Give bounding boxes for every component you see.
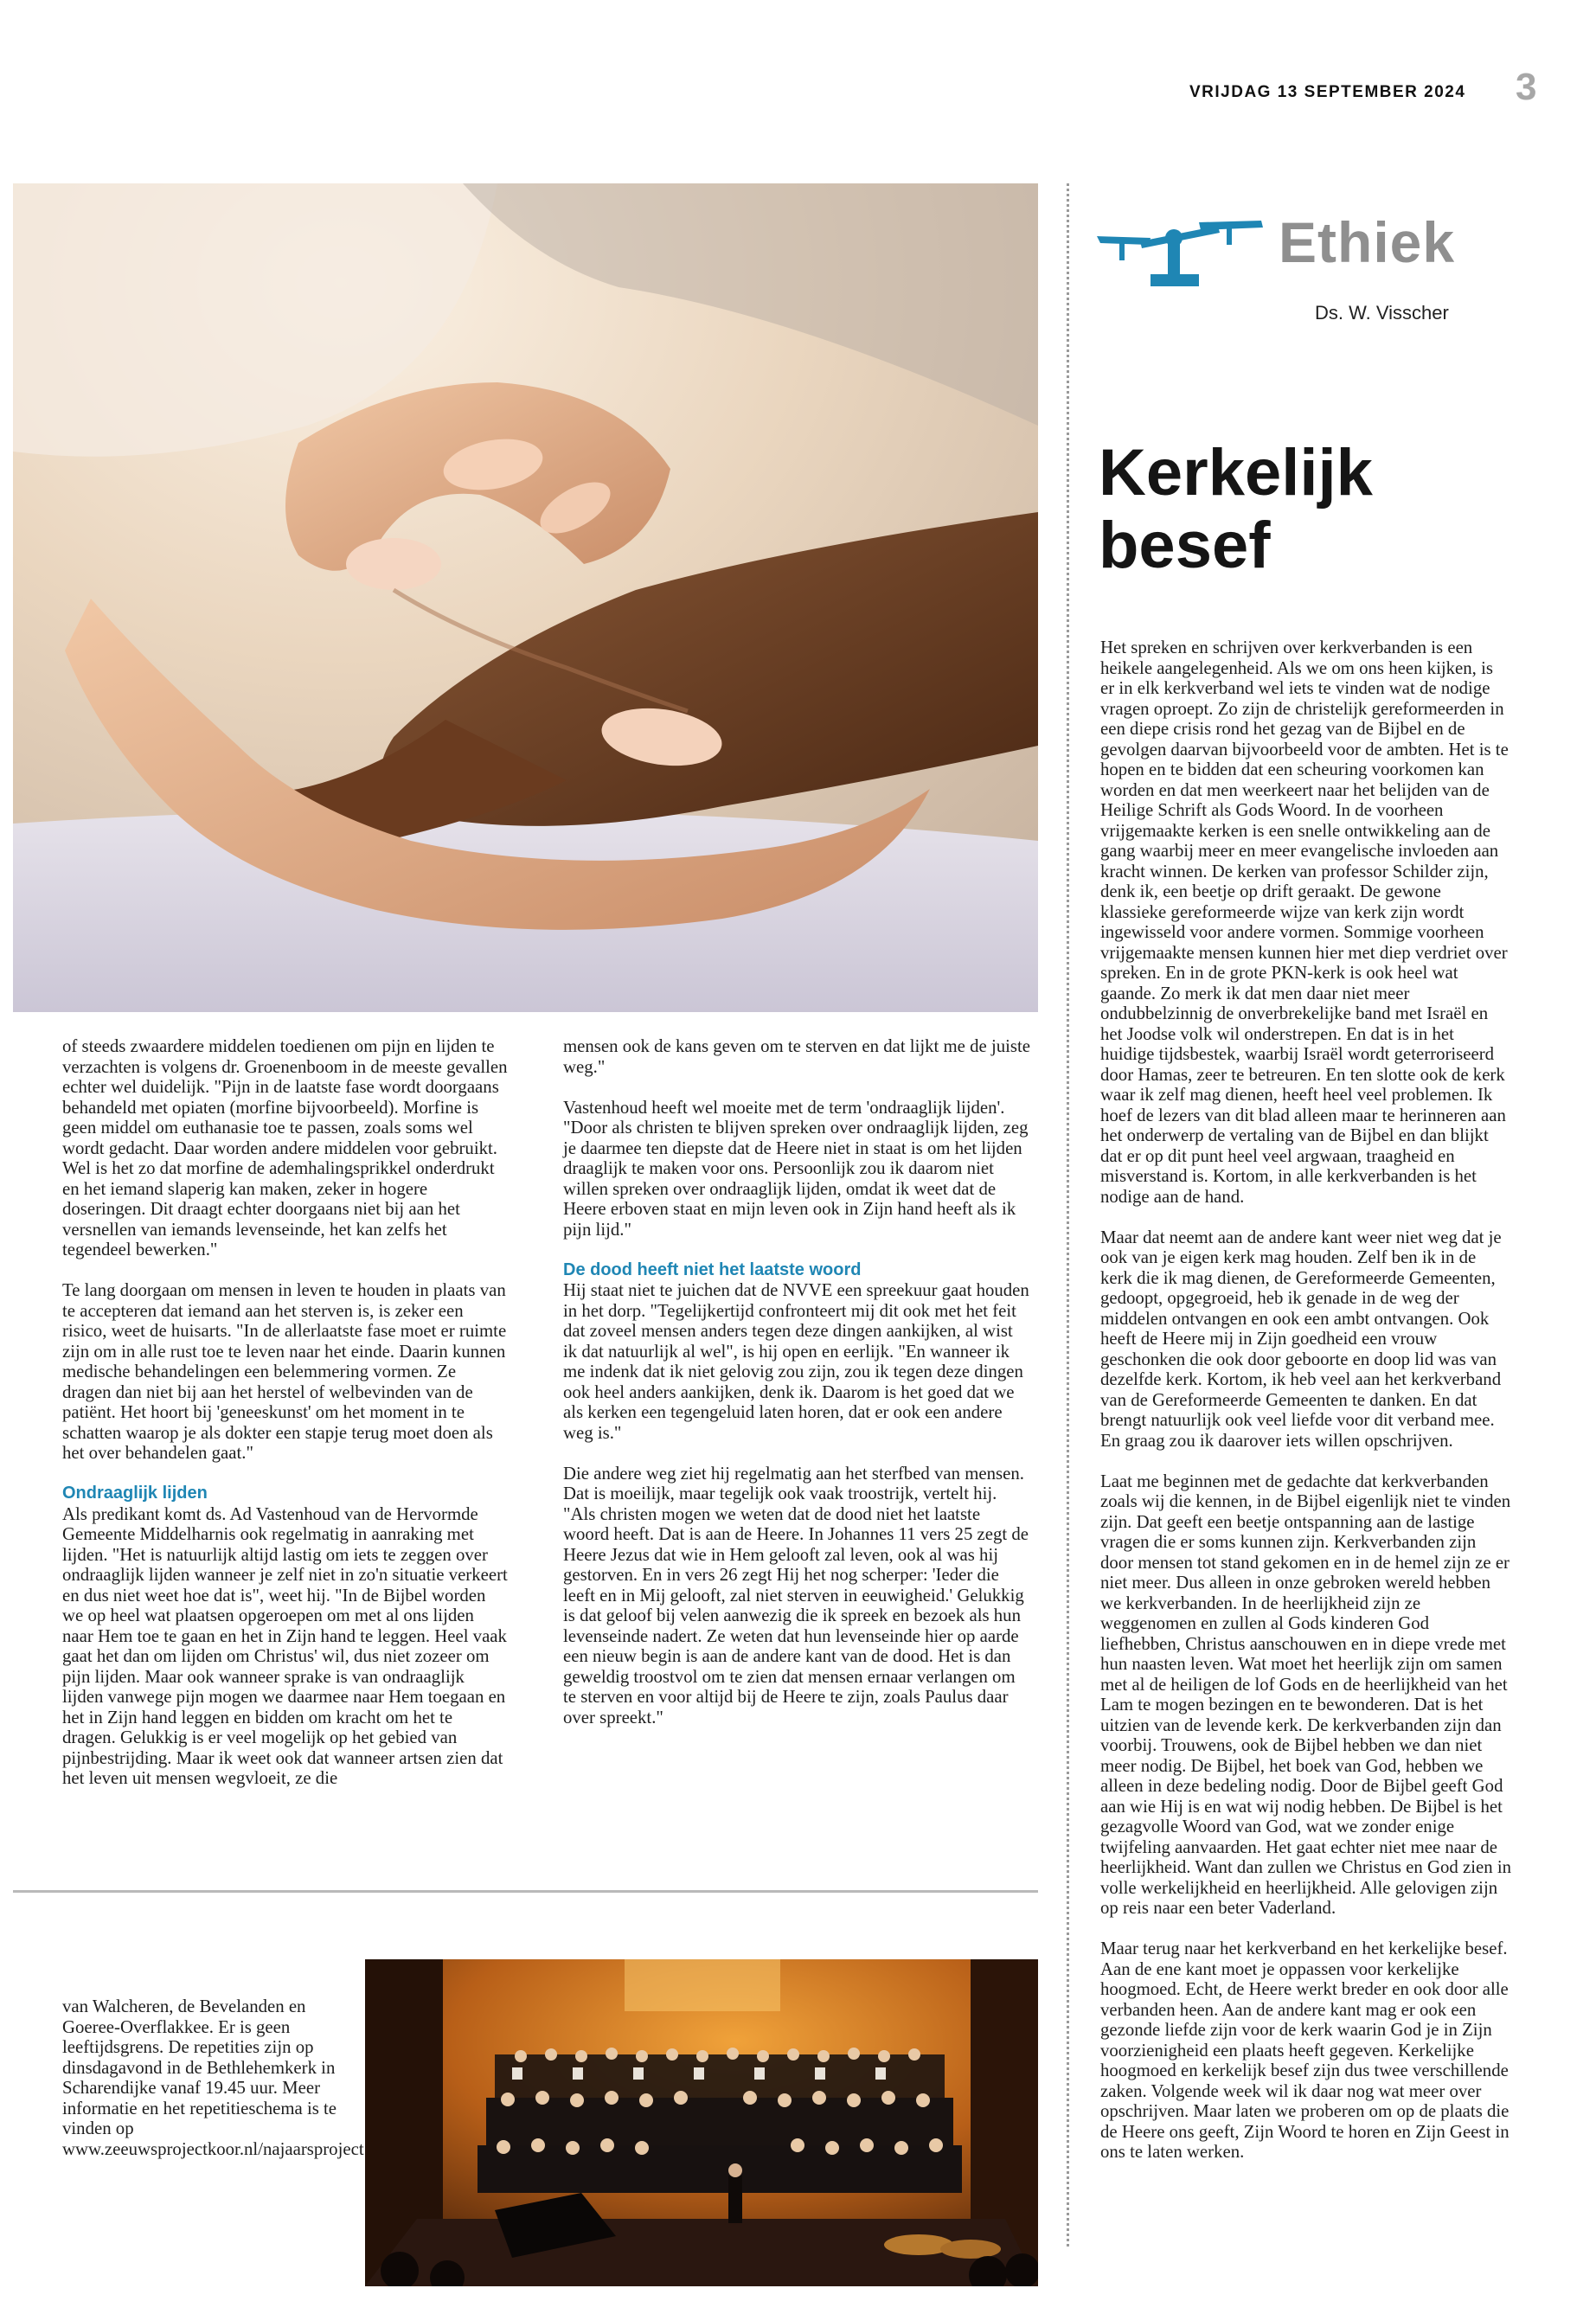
subheading: Ondraaglijk lijden [62,1484,208,1503]
paragraph: Het spreken en schrijven over kerkverbanden is een heikele aangelegenheid. Als we om ons heen kijken, is er in elk kerkverband wel iets te vinden wat de nodige vragen oproept. Zo zijn de christelijk gereformeerden in een diepe crisis rond het gezag van de Bijbel en de gevolgen daarvan bijvoorbeeld voor de ambten. Het is te hopen en te bidden dat een scheuring voorkomen kan worden en dat men weerkeert naar het belijden van de Heilige Schrift als Gods Woord. In de voorheen vrijgemaakte kerken is een snelle ontwikkeling aan de gang waarbij meer en meer evangelische invloeden aan kracht winnen. De kerken van professor Schilder zijn, denk ik, een beetje op drift geraakt. De gewone klassieke gereformeerde wijze van kerk zijn wordt ingewisseld voor andere vormen. Sommige voorheen vrijgemaakte mensen kunnen hier met diep verdriet over spreken. En in de grote PKN-kerk is ook heel wat gaande. Zo merk ik dat men daar niet meer ondubbelzinnig de onverbrekelijke band met Israël en het Joodse volk wil onderstrepen. En dat is in het huidige tijdsbestek, waarbij Israël wordt geterroriseerd door Hamas, zeer te betreuren. En ten slotte ook de kerk waar ik zelf mag dienen, heeft heel veel problemen. Ik hoef de lezers van dit blad alleen maar te herinneren aan het onderwerp de vertaling van de Bijbel en dan blijkt dat er op dit punt heel veel argwaan, traagheid en misverstand is. Kortom, in alle kerkverbanden is het nodige aan de hand. [1100,638,1509,1207]
paragraph: van Walcheren, de Bevelanden en Goeree-Overflakkee. Er is geen leeftijdsgrens. De repetities zijn op dinsdagavond in de Bethlehemkerk in Scharendijke vanaf 19.45 uur. Meer informatie en het repetitieschema is te vinden op www.zeeuwsprojectkoor.nl/najaarsproject [62,1997,364,2159]
section-title: Ethiek [1279,210,1456,274]
ethiek-column-text [1100,638,1511,2163]
paragraph: Als predikant komt ds. Ad Vastenhoud van de Hervormde Gemeente Middelharnis ook regelmatig in aanraking met lijden. "Het is natuurlijk altijd lastig om iets te zeggen over ondraaglijk lijden wanneer je zelf niet in zo'n situatie verkeert en dus niet weet hoe dat is", weet hij. "In de Bijbel worden we op heel wat plaatsen opgeroepen om met al ons lijden naar Hem toe te gaan en het in Zijn hand te leggen. Heel vaak gaat het dan om lijden om Christus' wil, dus niet zozeer om pijn lijden. Maar ook wanneer sprake is van ondraaglijk lijden vanwege pijn mogen we daarmee naar Hem toegaan en het in Zijn hand leggen en bidden om kracht om het te dragen. Gelukkig is er veel mogelijk op het gebied van pijnbestrijding. Maar ik weet ook dat wanneer artsen zien dat het leven uit mensen wegvloeit, ze die [62,1503,508,1788]
subheading: De dood heeft niet het laatste woord [563,1259,862,1279]
paragraph: Te lang doorgaan om mensen in leven te houden in plaats van te accepteren dat iemand aan het sterven is, is zeker een risico, weet de huisarts. "In de allerlaatste fase moet er ruimte zijn om in alle rust toe te leven naar het einde. Daarin kunnen medische behandelingen een belemmering vormen. Ze dragen dan niet bij aan het herstel of welbevinden van de patiënt. Het hoort bij 'geneeskunst' om het moment in te schatten waarop je als dokter een stapje terug moet doen als het over behandelen gaat." [62,1280,507,1463]
choir-article-text [62,1997,364,2159]
article-column-2 [563,1036,1030,1727]
article-column-1 [62,1036,508,1789]
choir-concert-photo [365,1959,1038,2286]
scales-icon [1097,212,1266,290]
headline-line: Kerkelijk [1099,436,1373,510]
paragraph: Laat me beginnen met de gedachte dat kerkverbanden zoals wij die kennen, in de Bijbel eigenlijk niet te vinden zijn. Dat geeft een beetje ontspanning aan de lastige vragen die er soms kunnen zijn. Kerkverbanden zijn door mensen tot stand gekomen en in de hemel zijn ze er niet meer. Dus alleen in onze gebroken wereld hebben we kerkverbanden. In de heerlijkheid zijn ze weggenomen en zullen al Gods kinderen God liefhebben, Christus aanschouwen en in diepe vrede met hun naasten leven. Wat moet het heerlijk zijn om samen met al de heiligen de lof Gods en de heerlijkheid van het Lam te mogen bezingen en te bewonderen. Dat is het uitzien van de levende kerk. De kerkverbanden zijn dan voorbij. Trouwens, ook de Bijbel hebben we dan niet meer nodig. De Bijbel, het boek van God, hebben we alleen in deze bedeling nodig. Door de Bijbel geeft God aan wie Hij is en wat wij nodig hebben. De Bijbel is het gezagvolle Woord van God, wat we zonder enige twijfeling aanvaarden. Het gaat echter niet mee naar de heerlijkheid. Want dan zullen we Christus en God zien in volle werkelijkheid en heerlijkheid. Alle gelovigen zijn op reis naar een beter Vaderland. [1100,1471,1511,1918]
paragraph: of steeds zwaardere middelen toedienen om pijn en lijden te verzachten is volgens dr. Groenenboom in de meeste gevallen echter wel duidelijk. "Pijn in de laatste fase wordt doorgaans behandeld met opiaten (morfine bijvoorbeeld). Morfine is geen middel om euthanasie toe te passen, zoals soms wel wordt gedacht. Daar worden andere middelen voor gebruikt. Wel is het zo dat morfine de ademhalingsprikkel onderdrukt en het iemand slaperig kan maken, zeker in hogere doseringen. Dit draagt echter doorgaans niet bij aan het versnellen van iemands levenseinde, het kan zelfs het tegendeel bewerken." [62,1036,508,1259]
paragraph: Vastenhoud heeft wel moeite met de term 'ondraaglijk lijden'. "Door als christen te blijven spreken over ondraaglijk lijden, zeg je daarmee ten diepste dat de Heere niet in staat is om het lijden draaglijk te maken voor ons. Persoonlijk zou ik daarom niet willen spreken over ondraaglijk lijden, omdat ik weet dat de Heere erboven staat en mijn leven ook in Zijn hand heeft als ik pijn lijd." [563,1097,1029,1240]
author-name: Ds. W. Visscher [1315,302,1449,324]
paragraph: Maar terug naar het kerkverband en het kerkelijke besef. Aan de ene kant moet je oppassen voor kerkelijke hoogmoed. Echt, de Heere werkt breder en ook door alle verbanden heen. Aan de andere kant mag er ook een gezonde liefde zijn voor de kerk waarin God je in Zijn voorzienigheid een plaats heeft gegeven. Kerkelijke hoogmoed en kerkelijk besef zijn dus twee verschillende zaken. Volgende week wil ik daar nog wat meer over opschrijven. Maar laten we proberen om op de plaats die de Heere ons geeft, Zijn Woord te horen en Zijn Geest in ons te laten werken. [1100,1939,1509,2162]
page-number: 3 [1516,66,1537,108]
paragraph: Maar dat neemt aan de andere kant weer niet weg dat je ook van je eigen kerk mag houden. Zelf ben ik in de kerk die ik mag dienen, de Gereformeerde Gemeenten, gedoopt, opgegroeid, heb ik genade in de weg der middelen ontvangen en ook een ambt ontvangen. Ook heeft de Heere mij in Zijn goedheid een vrouw geschonken die ook door geboorte en doop lid was van dezelfde kerk. Kortom, ik heb veel aan het kerkverband van de Gereformeerde Gemeenten te danken. En dat brengt natuurlijk ook veel liefde voor dit verband mee. En graag zou ik daarover iets willen opschrijven. [1100,1227,1502,1451]
paragraph: Hij staat niet te juichen dat de NVVE een spreekuur gaat houden in het dorp. "Tegelijkertijd confronteert mij dit ook met het feit dat zoveel mensen anders tegen deze dingen aankijken, al wist ik dat natuurlijk al wel", is hij open en eerlijk. "En wanneer ik me indenk dat ik niet gelovig zou zijn, zou ik tegen deze dingen ook heel anders aankijken, denk ik. Daarom is het goed dat we als kerken een tegengeluid laten horen, dat er ook een andere weg is." [563,1280,1029,1443]
article-headline [1099,437,1548,582]
column-divider [1067,183,1069,2247]
section-divider [13,1890,1038,1893]
hands-holding-photo [13,183,1038,1012]
headline-line: besef [1099,509,1271,582]
paragraph: Die andere weg ziet hij regelmatig aan het sterfbed van mensen. Dat is moeilijk, maar tegelijk ook vaak troostrijk, vertelt hij. "Als christen mogen we weten dat de dood niet het laatste woord heeft. Dat is aan de Heere. In Johannes 11 vers 25 zegt de Heere Jezus dat wie in Hem gelooft zal leven, ook al was hij gestorven. En in vers 26 zegt Hij het nog scherper: 'Ieder die leeft en in Mij gelooft, zal niet sterven in eeuwigheid.' Gelukkig is dat geloof bij velen aanwezig die ik spreek en bezoek als hun levenseinde nadert. Ze weten dat hun levenseinde hier op aarde een nieuw begin is aan de andere kant van de dood. Het is dan geweldig troostvol om te zien dat mensen ernaar verlangen om te sterven en voor altijd bij de Heere te zijn, zoals Paulus daar over spreekt." [563,1463,1029,1727]
issue-date: VRIJDAG 13 SEPTEMBER 2024 [1189,83,1466,101]
paragraph: mensen ook de kans geven om te sterven en dat lijkt me de juiste weg." [563,1036,1030,1077]
